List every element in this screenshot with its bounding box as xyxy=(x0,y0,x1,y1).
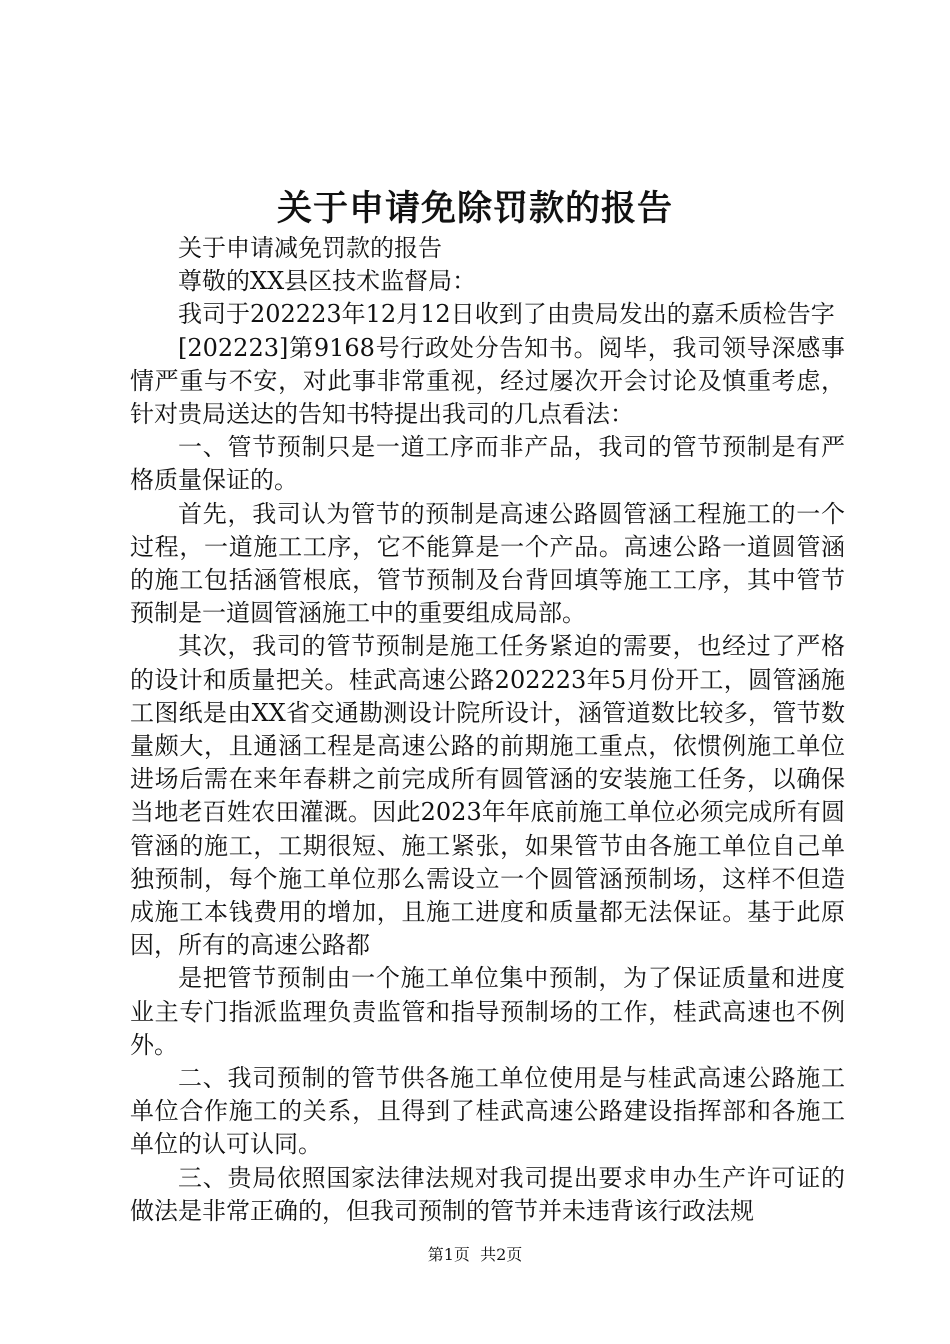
paragraph-continuation: 是把管节预制由一个施工单位集中预制，为了保证质量和进度业主专门指派监理负责监管和指导预制场的工作，桂武高速也不例外。 xyxy=(130,964,845,1059)
page-number-footer: 第1页 共2页 xyxy=(427,1245,523,1264)
paragraph-point-two: 二、我司预制的管节供各施工单位使用是与桂武高速公路施工单位合作施工的关系，且得到了桂武高速公路建设指挥部和各施工单位的认可认同。 xyxy=(130,1064,845,1159)
paragraph-subtitle: 关于申请减免罚款的报告 xyxy=(178,234,442,262)
paragraph-first-reason: 首先，我司认为管节的预制是高速公路圆管涵工程施工的一个过程，一道施工工序，它不能算是一个产品。高速公路一道圆管涵的施工包括涵管根底，管节预制及台背回填等施工工序，其中管节预制是一道圆管涵施工中的重要组成局部。 xyxy=(130,499,845,628)
paragraph-notice-reference: [202223]第9168号行政处分告知书。阅毕，我司领导深感事情严重与不安，对此事非常重视，经过屡次开会讨论及慎重考虑，针对贵局送达的告知书特提出我司的几点看法： xyxy=(130,333,845,429)
document-body xyxy=(130,232,845,1228)
paragraph-intro: 我司于202223年12月12日收到了由贵局发出的嘉禾质检告字 xyxy=(178,300,835,329)
paragraph-point-one: 一、管节预制只是一道工序而非产品，我司的管节预制是有严格质量保证的。 xyxy=(130,433,845,495)
document-title: 关于申请免除罚款的报告 xyxy=(276,188,673,229)
paragraph-second-reason: 其次，我司的管节预制是施工任务紧迫的需要，也经过了严格的设计和质量把关。桂武高速公路202223年5月份开工，圆管涵施工图纸是由XX省交通勘测设计院所设计，涵管道数比较多，管节数量颇大，且通涵工程是高速公路的前期施工重点，依惯例施工单位进场后需在来年春耕之前完成所有圆管涵的安装施工任务，以确保当地老百姓农田灌溉。因此2023年年底前施工单位必须完成所有圆管涵的施工，工期很短、施工紧张，如果管节由各施工单位自己单独预制，每个施工单位那么需设立一个圆管涵预制场，这样不但造成施工本钱费用的增加，且施工进度和质量都无法保证。基于此原因，所有的高速公路都 xyxy=(130,632,845,960)
paragraph-point-three: 三、贵局依照国家法律法规对我司提出要求申办生产许可证的做法是非常正确的，但我司预制的管节并未违背该行政法规 xyxy=(130,1163,845,1225)
paragraph-salutation: 尊敬的XX县区技术监督局： xyxy=(178,267,477,296)
